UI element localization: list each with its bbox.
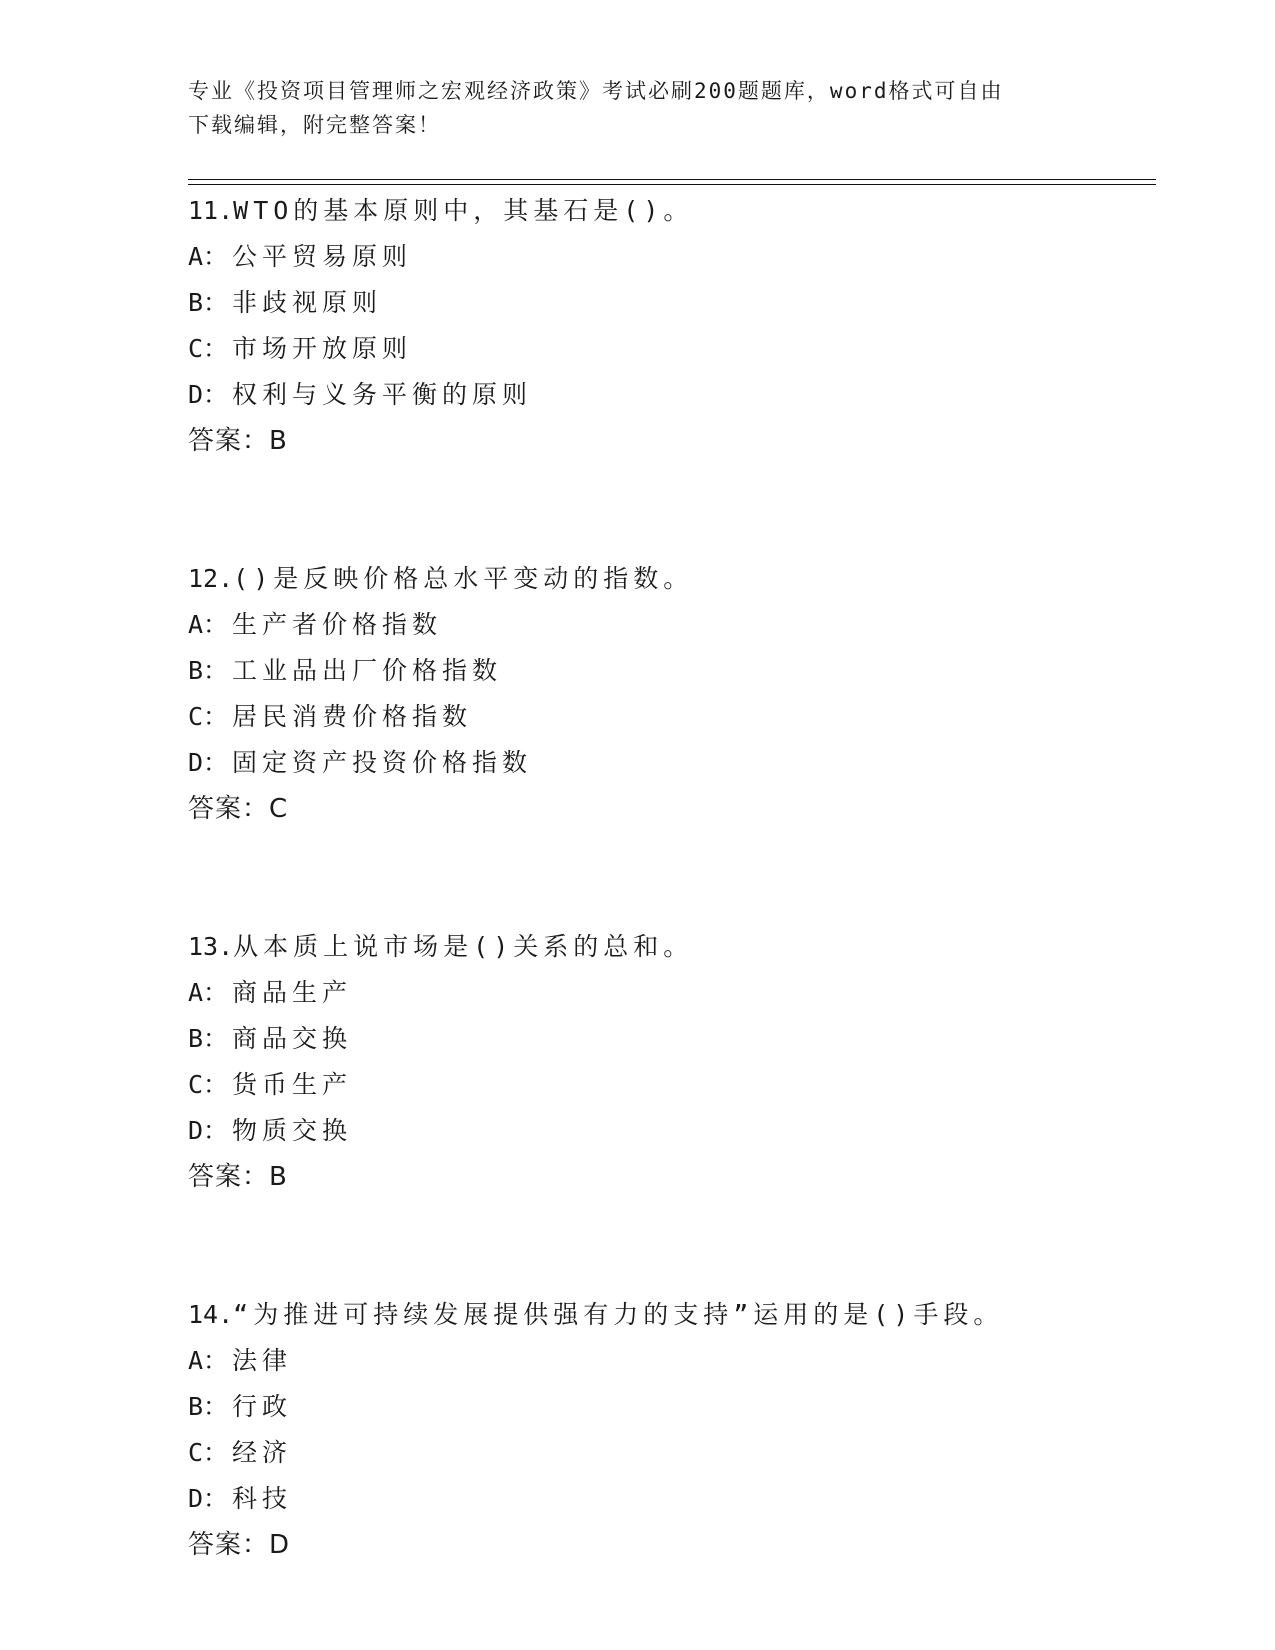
option-d xyxy=(188,372,1148,418)
option-a xyxy=(188,970,1148,1016)
header-divider-bottom xyxy=(188,184,1156,185)
option-key: D： xyxy=(188,1116,229,1145)
option-key: C： xyxy=(188,334,229,363)
option-key: C： xyxy=(188,702,229,731)
header-line-1: 专业《投资项目管理师之宏观经济政策》考试必刷200题题库，word格式可自由 xyxy=(188,79,1004,103)
option-key: B： xyxy=(188,1392,229,1421)
option-b xyxy=(188,280,1148,326)
question-list xyxy=(188,188,1148,1568)
question-text: 从本质上说市场是()关系的总和。 xyxy=(233,932,694,961)
question-stem xyxy=(188,188,1148,234)
option-key: C： xyxy=(188,1070,229,1099)
option-c xyxy=(188,694,1148,740)
option-c xyxy=(188,326,1148,372)
option-key: D： xyxy=(188,1484,229,1513)
option-text: 居民消费价格指数 xyxy=(232,702,473,731)
option-text: 经济 xyxy=(232,1438,293,1467)
question-text: ()是反映价格总水平变动的指数。 xyxy=(233,564,694,593)
question-13 xyxy=(188,924,1148,1200)
question-stem xyxy=(188,1292,1148,1338)
question-11 xyxy=(188,188,1148,464)
option-text: 法律 xyxy=(232,1346,293,1375)
option-b xyxy=(188,648,1148,694)
option-text: 行政 xyxy=(232,1392,293,1421)
option-key: D： xyxy=(188,748,229,777)
option-text: 科技 xyxy=(232,1484,293,1513)
question-spacer xyxy=(188,832,1148,924)
option-text: 生产者价格指数 xyxy=(232,610,443,639)
option-text: 商品交换 xyxy=(232,1024,353,1053)
document-header xyxy=(188,74,1088,142)
option-d xyxy=(188,1476,1148,1522)
option-key: C： xyxy=(188,1438,229,1467)
option-b xyxy=(188,1016,1148,1062)
header-divider-top xyxy=(188,179,1156,180)
option-key: A： xyxy=(188,1346,229,1375)
question-text: “为推进可持续发展提供强有力的支持”运用的是()手段。 xyxy=(233,1300,1004,1329)
option-text: 商品生产 xyxy=(232,978,353,1007)
answer: 答案：D xyxy=(188,1530,291,1560)
question-number: 11. xyxy=(188,196,234,225)
question-12 xyxy=(188,556,1148,832)
option-a xyxy=(188,234,1148,280)
option-text: 非歧视原则 xyxy=(232,288,383,317)
option-a xyxy=(188,1338,1148,1384)
option-a xyxy=(188,602,1148,648)
option-text: 物质交换 xyxy=(232,1116,353,1145)
option-c xyxy=(188,1430,1148,1476)
option-text: 权利与义务平衡的原则 xyxy=(232,380,533,409)
option-text: 固定资产投资价格指数 xyxy=(232,748,533,777)
option-text: 工业品出厂价格指数 xyxy=(232,656,503,685)
option-key: D： xyxy=(188,380,229,409)
option-text: 货币生产 xyxy=(232,1070,353,1099)
answer: 答案：B xyxy=(188,1162,288,1192)
answer: 答案：C xyxy=(188,794,289,824)
question-14 xyxy=(188,1292,1148,1568)
option-key: B： xyxy=(188,656,229,685)
question-number: 14. xyxy=(188,1300,234,1329)
option-key: A： xyxy=(188,242,229,271)
question-number: 13. xyxy=(188,932,234,961)
option-d xyxy=(188,1108,1148,1154)
question-number: 12. xyxy=(188,564,234,593)
question-spacer xyxy=(188,1200,1148,1292)
option-key: B： xyxy=(188,288,229,317)
question-text: WTO的基本原则中，其基石是()。 xyxy=(233,196,694,225)
question-stem xyxy=(188,924,1148,970)
option-key: A： xyxy=(188,978,229,1007)
option-key: A： xyxy=(188,610,229,639)
header-line-2: 下载编辑，附完整答案！ xyxy=(188,113,441,137)
option-key: B： xyxy=(188,1024,229,1053)
option-text: 公平贸易原则 xyxy=(232,242,413,271)
option-text: 市场开放原则 xyxy=(232,334,413,363)
option-d xyxy=(188,740,1148,786)
option-c xyxy=(188,1062,1148,1108)
option-b xyxy=(188,1384,1148,1430)
answer: 答案：B xyxy=(188,426,288,456)
question-spacer xyxy=(188,464,1148,556)
question-stem xyxy=(188,556,1148,602)
